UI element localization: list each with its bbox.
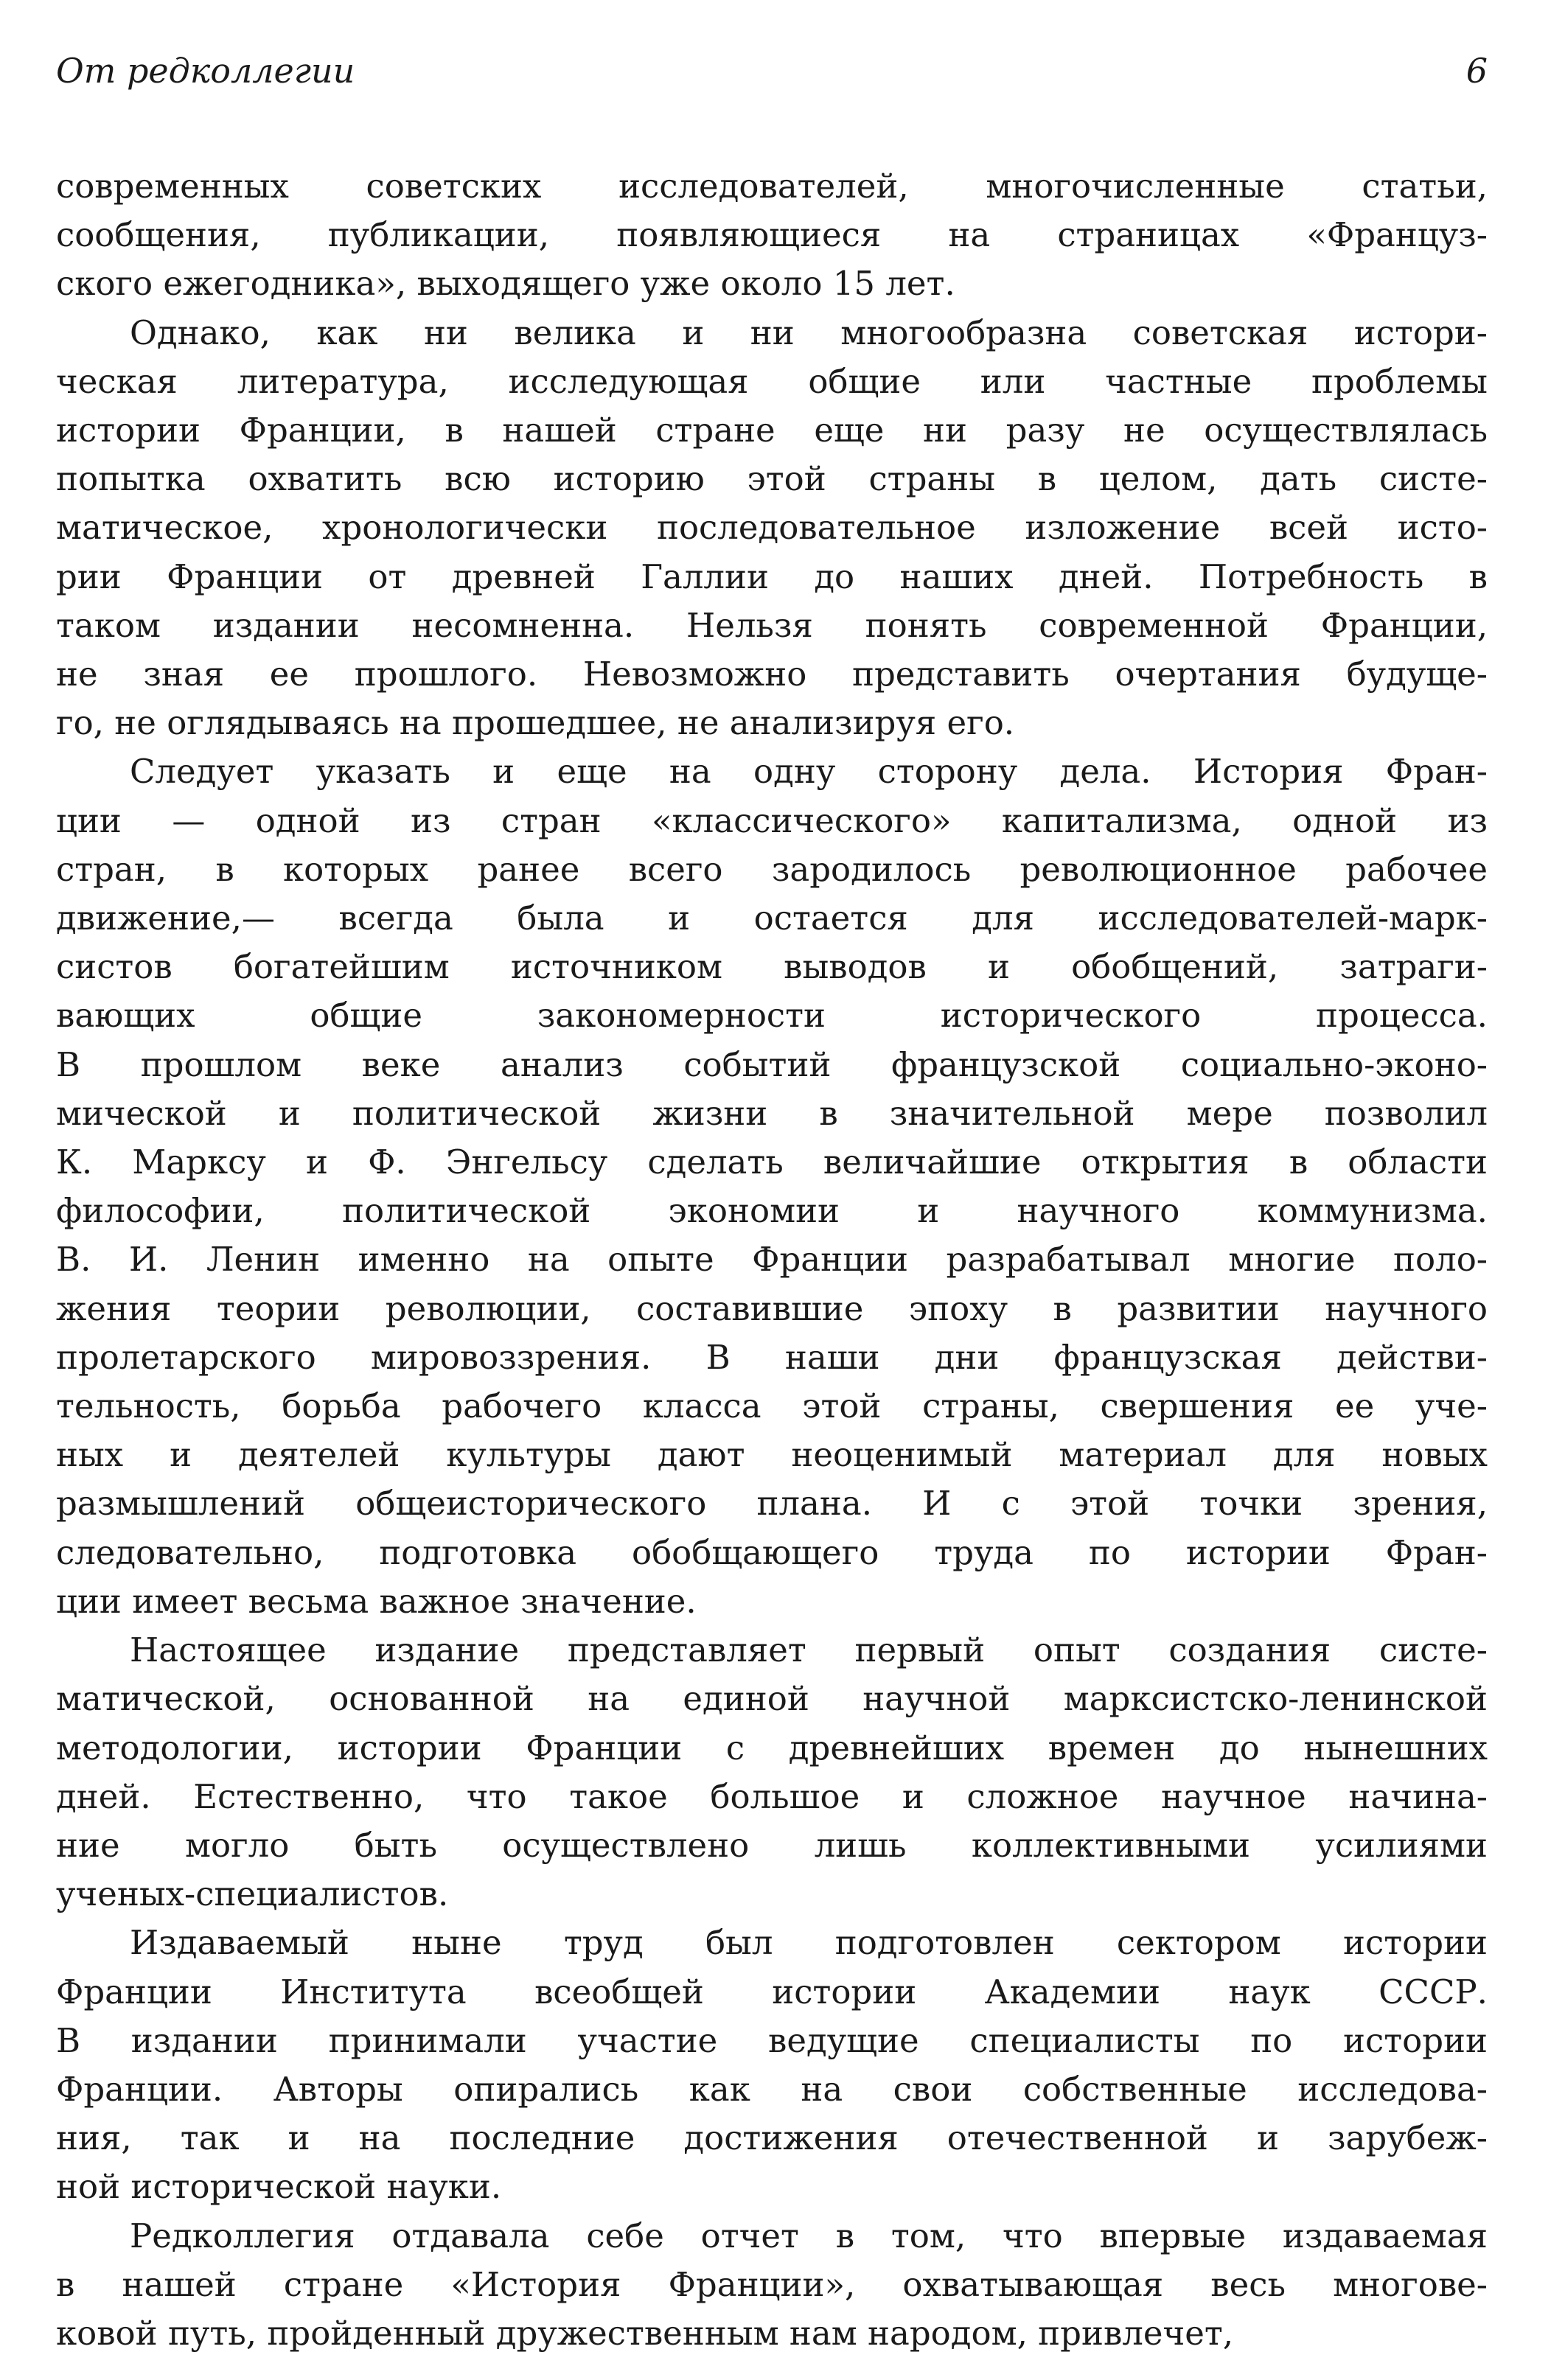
text-line: ученых-специалистов. <box>56 1874 449 1914</box>
text-line: истории Франции, в нашей стране еще ни разу не осуществлялась <box>56 411 1488 450</box>
text-line: В издании принимали участие ведущие специалисты по истории <box>56 2020 1488 2060</box>
page-number: 6 <box>1465 51 1488 91</box>
text-line: ния, так и на последние достижения отечественной и зарубеж- <box>56 2118 1488 2158</box>
text-line: систов богатейшим источником выводов и обобщений, затраги- <box>56 947 1488 987</box>
text-line: пролетарского мировоззрения. В наши дни французская действи- <box>56 1337 1488 1377</box>
paragraph <box>56 2212 1488 2359</box>
text-line: дней. Естественно, что такое большое и сложное научное начина- <box>56 1776 1488 1816</box>
text-line: ского ежегодника», выходящего уже около 15 лет. <box>56 264 955 304</box>
paragraph <box>56 1626 1488 1919</box>
text-line: ции — одной из стран «классического» капитализма, одной из <box>56 800 1488 840</box>
text-line: Настоящее издание представляет первый опыт создания систе- <box>130 1630 1488 1670</box>
paragraph <box>56 162 1488 309</box>
text-line: ции имеет весьма важное значение. <box>56 1581 697 1621</box>
paragraph <box>56 1919 1488 2211</box>
text-line: Однако, как ни велика и ни многообразна советская истори- <box>130 313 1488 352</box>
text-line: таком издании несомненна. Нельзя понять современной Франции, <box>56 605 1488 645</box>
text-line: ческая литература, исследующая общие или частные проблемы <box>56 361 1488 401</box>
text-line: В прошлом веке анализ событий французской социально-эконо- <box>56 1044 1488 1084</box>
text-line: матической, основанной на единой научной марксистско-ленинской <box>56 1679 1488 1719</box>
text-line: не зная ее прошлого. Невозможно представить очертания будуще- <box>56 655 1488 694</box>
text-line: матическое, хронологически последовательное изложение всей исто- <box>56 508 1488 548</box>
paragraph <box>56 747 1488 1626</box>
text-line: ной исторической науки. <box>56 2167 502 2207</box>
text-line: сообщения, публикации, появляющиеся на страницах «Француз- <box>56 215 1488 255</box>
text-line: стран, в которых ранее всего зародилось революционное рабочее <box>56 849 1488 889</box>
text-line: методологии, истории Франции с древнейших времен до нынешних <box>56 1728 1488 1767</box>
text-line: К. Марксу и Ф. Энгельсу сделать величайшие открытия в области <box>56 1142 1488 1182</box>
text-line: движение,— всегда была и остается для исследователей-марк- <box>56 898 1488 938</box>
text-line: жения теории революции, составившие эпоху в развитии научного <box>56 1288 1488 1328</box>
text-line: рии Франции от древней Галлии до наших дней. Потребность в <box>56 556 1488 596</box>
text-line: Издаваемый ныне труд был подготовлен сектором истории <box>130 1923 1488 1963</box>
text-line: Франции Института всеобщей истории Академии наук СССР. <box>56 1972 1488 2011</box>
text-line: Редколлегия отдавала себе отчет в том, что впервые издаваемая <box>130 2216 1488 2255</box>
text-line: ковой путь, пройденный дружественным нам народом, привлечет, <box>56 2313 1234 2353</box>
text-line: ных и деятелей культуры дают неоценимый материал для новых <box>56 1435 1488 1475</box>
book-page <box>56 49 1488 2353</box>
text-line: го, не оглядываясь на прошедшее, не анализируя его. <box>56 703 1015 743</box>
text-line: Франции. Авторы опирались как на свои собственные исследова- <box>56 2069 1488 2109</box>
text-line: Следует указать и еще на одну сторону дела. История Фран- <box>130 752 1488 792</box>
text-line: в нашей стране «История Франции», охватывающая весь многове- <box>56 2264 1488 2304</box>
body-text <box>56 162 1488 2358</box>
text-line: следовательно, подготовка обобщающего труда по истории Фран- <box>56 1532 1488 1572</box>
text-line: вающих общие закономерности исторического процесса. <box>56 996 1488 1036</box>
text-line: мической и политической жизни в значительной мере позволил <box>56 1093 1488 1133</box>
text-line: тельность, борьба рабочего класса этой страны, свершения ее уче- <box>56 1386 1488 1426</box>
text-line: размышлений общеисторического плана. И с этой точки зрения, <box>56 1484 1488 1524</box>
running-head <box>56 49 1488 115</box>
section-title: От редколлегии <box>56 51 355 91</box>
text-line: В. И. Ленин именно на опыте Франции разрабатывал многие поло- <box>56 1240 1488 1280</box>
text-line: философии, политической экономии и научного коммунизма. <box>56 1191 1488 1231</box>
text-line: попытка охватить всю историю этой страны в целом, дать систе- <box>56 459 1488 499</box>
text-line: современных советских исследователей, многочисленные статьи, <box>56 167 1488 206</box>
text-line: ние могло быть осуществлено лишь коллективными усилиями <box>56 1825 1488 1865</box>
paragraph <box>56 309 1488 748</box>
